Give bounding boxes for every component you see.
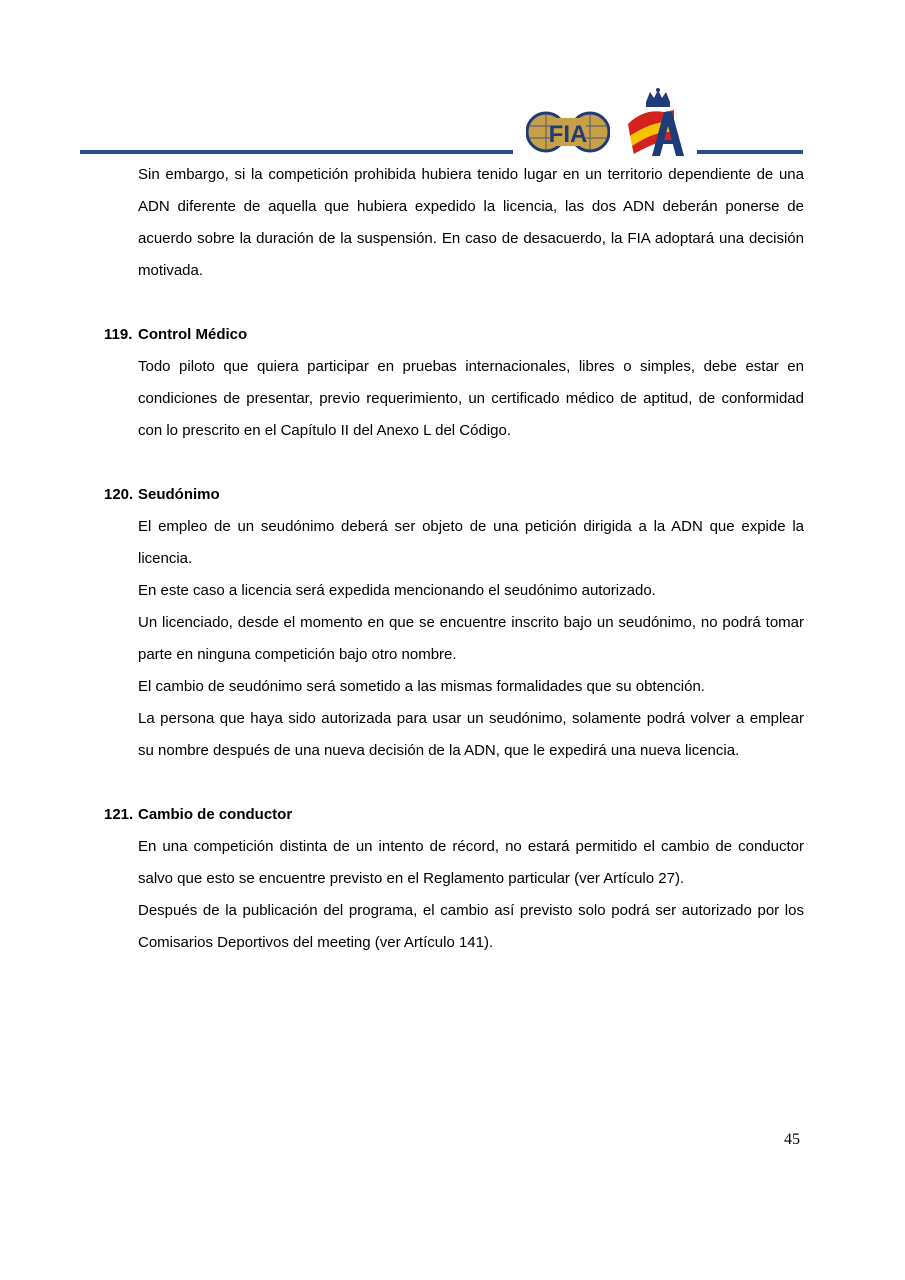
section-paragraph: Todo piloto que quiera participar en pruebas internacionales, libres o simples, debe estar en condiciones de presentar, previo requerimiento, un certificado médico de aptitud, de conformidad con lo prescrito en el Capítulo II del Anexo L del Código.: [138, 358, 804, 439]
fia-logo: [526, 104, 610, 160]
section-120: [104, 479, 804, 767]
header-rule-right: [697, 150, 803, 154]
document-body: [104, 159, 804, 959]
intro-paragraph: Sin embargo, si la competición prohibida hubiera tenido lugar en un territorio dependiente de una ADN diferente de aquella que hubiera expedido la licencia, las dos ADN deberán ponerse de acuerdo sobre la duración de la suspensión. En caso de desacuerdo, la FIA adoptará una decisión motivada.: [138, 166, 804, 279]
section-number: 121.: [104, 806, 134, 823]
header-rule-left: [80, 150, 513, 154]
section-paragraph: Un licenciado, desde el momento en que se encuentre inscrito bajo un seudónimo, no podrá tomar parte en ninguna competición bajo otro nombre.: [138, 614, 804, 663]
section-number: 120.: [104, 486, 134, 503]
section-title: Cambio de conductor: [138, 806, 293, 823]
section-paragraph: El cambio de seudónimo será sometido a las mismas formalidades que su obtención.: [138, 678, 705, 695]
section-number: 119.: [104, 326, 133, 343]
page-number: 45: [784, 1131, 800, 1148]
section-title: Control Médico: [138, 326, 248, 343]
section-heading: [104, 479, 804, 511]
section-paragraph: En una competición distinta de un intento de récord, no estará permitido el cambio de conductor salvo que esto se encuentre previsto en el Reglamento particular (ver Artículo 27).: [138, 838, 804, 887]
section-paragraph: El empleo de un seudónimo deberá ser objeto de una petición dirigida a la ADN que expide la licencia.: [138, 518, 804, 567]
section-paragraph: Después de la publicación del programa, el cambio así previsto solo podrá ser autorizado por los Comisarios Deportivos del meeting (ver Artículo 141).: [138, 902, 804, 951]
rfeda-logo: [624, 88, 688, 158]
section-paragraph: En este caso a licencia será expedida mencionando el seudónimo autorizado.: [138, 582, 656, 599]
section-heading: [104, 799, 804, 831]
section-heading: [104, 319, 804, 351]
section-title: Seudónimo: [138, 486, 220, 503]
section-paragraph: La persona que haya sido autorizada para usar un seudónimo, solamente podrá volver a emplear su nombre después de una nueva decisión de la ADN, que le expedirá una nueva licencia.: [138, 710, 804, 759]
section-121: [104, 799, 804, 959]
fia-logo-text: FIA: [548, 121, 588, 148]
section-119: [104, 319, 804, 447]
